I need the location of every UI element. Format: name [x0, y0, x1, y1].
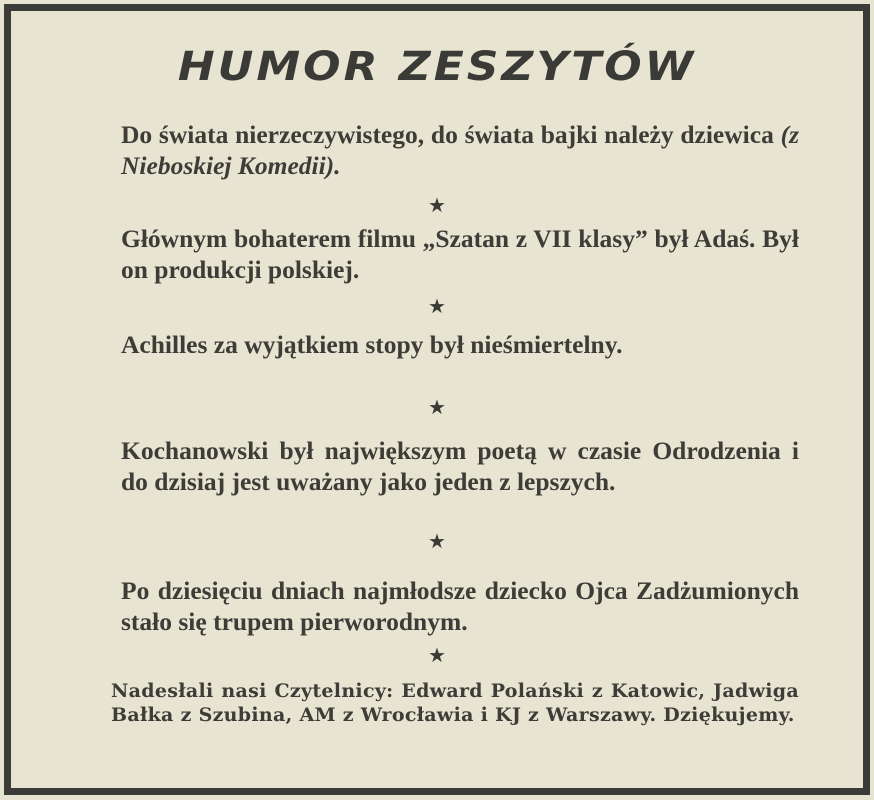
article-frame [4, 4, 870, 795]
joke-text: Kochanowski był największym poetą w czasie Odrodzenia i do dzisiaj jest uważany jako jeden z lepszych. [121, 436, 799, 496]
joke-text: Głównym bohaterem filmu „Szatan z VII klasy” był Adaś. Był on produkcji polskiej. [121, 224, 799, 284]
article-title: HUMOR ZESZYTÓW [177, 43, 697, 90]
reader-credits [87, 679, 799, 727]
joke-item-3 [87, 329, 799, 360]
joke-text: Achilles za wyjątkiem stopy był nieśmiertelny. [121, 330, 623, 359]
joke-item-2 [87, 223, 799, 285]
joke-text: Do świata nierzeczywistego, do świata bajki należy dziewica [121, 120, 781, 149]
star-separator-icon: ★ [428, 643, 446, 667]
star-separator-icon: ★ [428, 395, 446, 419]
joke-item-4 [87, 435, 799, 497]
joke-item-5 [87, 575, 799, 637]
joke-text: Po dziesięciu dniach najmłodsze dziecko Ojca Zadżumionych stało się trupem pierworodnym. [121, 576, 799, 636]
joke-source-italic: (z Nieboskiej Komedii). [121, 120, 799, 180]
star-separator-icon: ★ [428, 193, 446, 217]
star-separator-icon: ★ [428, 529, 446, 553]
joke-item-1 [87, 119, 799, 181]
credits-text: Nadesłali nasi Czytelnicy: Edward Polański z Katowic, Jadwiga Bałka z Szubina, AM z Wrocławia i KJ z Warszawy. Dziękujemy. [111, 680, 799, 726]
star-separator-icon: ★ [428, 294, 446, 318]
